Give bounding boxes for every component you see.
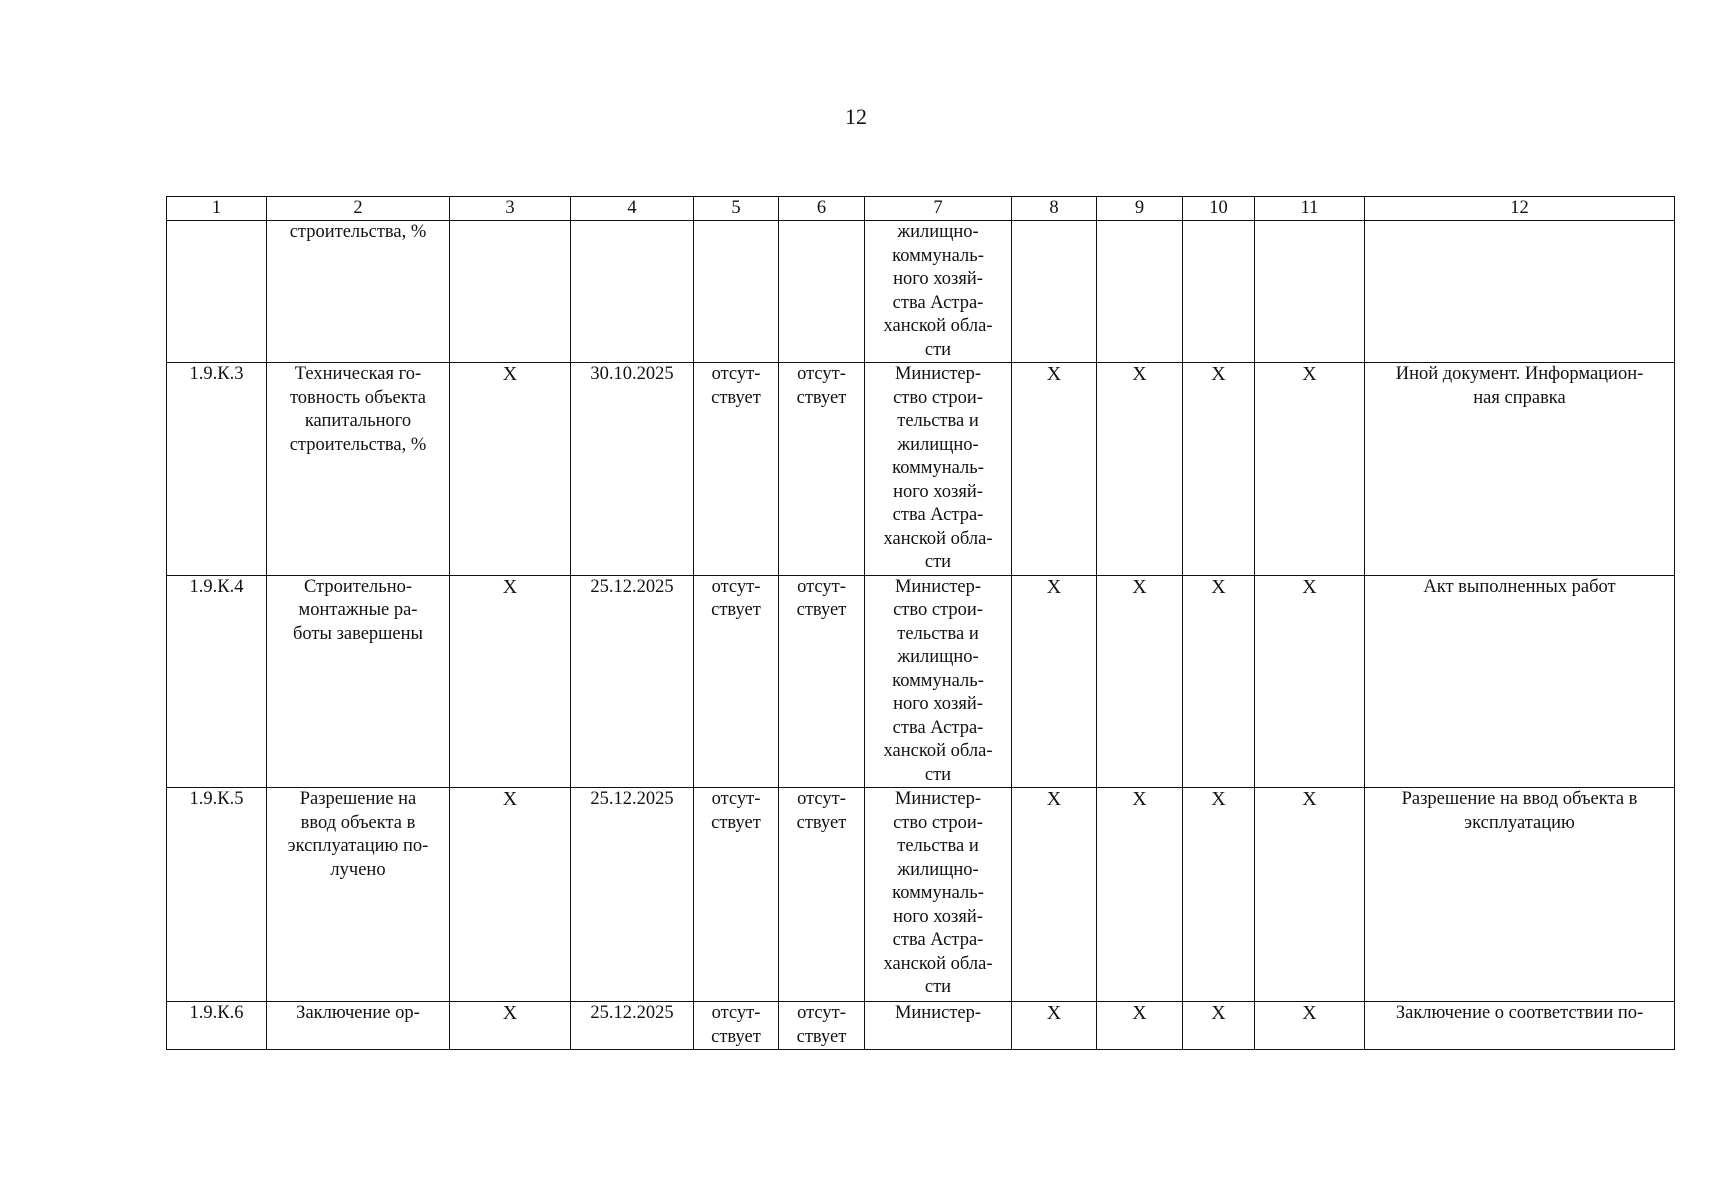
- table-cell: [1012, 363, 1097, 576]
- cell-text: ная справка: [1473, 387, 1566, 408]
- table-cell: [779, 788, 865, 1002]
- column-header: 12: [1365, 197, 1675, 221]
- column-header: 11: [1255, 197, 1365, 221]
- cell-text: ствует: [796, 812, 847, 833]
- cell-text: коммуналь-: [892, 245, 984, 266]
- cell-text: X: [1302, 1002, 1317, 1024]
- cell-text: X: [1046, 575, 1062, 598]
- table-cell: [1365, 1002, 1675, 1050]
- table-cell: [167, 363, 267, 576]
- cell-text: Министер-: [894, 576, 982, 597]
- table-cell: [167, 1002, 267, 1050]
- cell-text: ство строи-: [893, 387, 983, 408]
- cell-text: X: [1211, 1002, 1226, 1024]
- cell-text: ства Астра-: [892, 717, 984, 738]
- cell-text: X: [502, 363, 518, 385]
- cell-text: X: [1132, 1002, 1147, 1024]
- cell-text: ного хозяй-: [893, 906, 983, 927]
- cell-text: товность объекта: [289, 387, 427, 408]
- column-header: 7: [865, 197, 1012, 221]
- table-cell: [1097, 788, 1183, 1002]
- cell-text: ствует: [796, 387, 847, 408]
- cell-text: ствует: [711, 812, 761, 833]
- cell-text: жилищно-: [897, 647, 979, 667]
- cell-text: капитального: [304, 411, 412, 431]
- cell-text: 1.9.К.5: [189, 789, 244, 809]
- cell-text: Техническая го-: [294, 364, 422, 384]
- header-row: [167, 197, 1675, 221]
- table-cell: [694, 221, 779, 363]
- cell-text: X: [1211, 363, 1226, 385]
- cell-text: коммуналь-: [892, 883, 984, 903]
- table-cell: [779, 221, 865, 363]
- table-cell: [694, 1002, 779, 1050]
- table-cell: [267, 1002, 450, 1050]
- cell-text: ного хозяй-: [893, 269, 983, 289]
- table-body: [167, 221, 1675, 1050]
- table-row: [167, 1002, 1675, 1050]
- table-row: [167, 221, 1675, 363]
- cell-text: Строительно-: [303, 576, 413, 597]
- table-cell: [1012, 575, 1097, 788]
- cell-text: ввод объекта в: [300, 812, 416, 833]
- table-cell: [267, 788, 450, 1002]
- cell-text: X: [502, 788, 518, 810]
- table-cell: [450, 788, 571, 1002]
- cell-text: жилищно-: [897, 859, 979, 880]
- table-cell: [571, 363, 694, 576]
- cell-text: 25.12.2025: [590, 576, 674, 597]
- table-header: [167, 197, 1675, 221]
- table-cell: [1365, 363, 1675, 576]
- table-cell: [779, 1002, 865, 1050]
- cell-text: Министер-: [894, 1003, 982, 1023]
- cell-text: сти: [924, 977, 952, 997]
- cell-text: жилищно-: [897, 222, 979, 242]
- table-cell: [167, 788, 267, 1002]
- cell-text: отсут-: [797, 364, 846, 384]
- table-cell: [694, 788, 779, 1002]
- cell-text: ства Астра-: [892, 292, 984, 313]
- cell-text: Разрешение на: [299, 789, 417, 809]
- table-cell: [571, 221, 694, 363]
- cell-text: ного хозяй-: [893, 481, 983, 502]
- cell-text: ствует: [711, 1026, 761, 1047]
- table-cell: [571, 788, 694, 1002]
- column-header: 2: [267, 197, 450, 221]
- cell-text: коммуналь-: [892, 458, 984, 478]
- table-cell: [1097, 221, 1183, 363]
- cell-text: ханской обла-: [883, 528, 993, 549]
- cell-text: коммуналь-: [892, 670, 984, 691]
- cell-text: лучено: [330, 859, 386, 880]
- table-cell: [865, 788, 1012, 1002]
- table-cell: [1012, 1002, 1097, 1050]
- table-cell: [450, 221, 571, 363]
- table-cell: [865, 221, 1012, 363]
- column-header: 8: [1012, 197, 1097, 221]
- cell-text: отсут-: [711, 576, 761, 597]
- cell-text: X: [1132, 575, 1147, 598]
- cell-text: X: [1132, 363, 1147, 385]
- table-cell: [1097, 363, 1183, 576]
- table-cell: [450, 1002, 571, 1050]
- cell-text: Министер-: [894, 789, 982, 809]
- cell-text: 25.12.2025: [590, 1003, 674, 1023]
- cell-text: отсут-: [711, 1003, 761, 1023]
- table-cell: [1255, 363, 1365, 576]
- column-header: 4: [571, 197, 694, 221]
- cell-text: Заключение о соответствии по-: [1395, 1003, 1644, 1023]
- column-header: 10: [1183, 197, 1255, 221]
- cell-text: X: [502, 575, 518, 598]
- cell-text: ство строи-: [893, 600, 983, 620]
- cell-text: ханской обла-: [883, 953, 993, 974]
- table-cell: [1365, 788, 1675, 1002]
- cell-text: 1.9.К.4: [189, 576, 244, 597]
- cell-text: монтажные ра-: [298, 600, 418, 620]
- cell-text: ствует: [796, 1026, 847, 1047]
- column-header: 5: [694, 197, 779, 221]
- cell-text: отсут-: [711, 789, 761, 809]
- table-cell: [779, 363, 865, 576]
- table-cell: [1012, 221, 1097, 363]
- table-cell: [571, 1002, 694, 1050]
- table-cell: [1255, 788, 1365, 1002]
- column-header: 9: [1097, 197, 1183, 221]
- cell-text: Акт выполненных работ: [1423, 576, 1616, 597]
- cell-text: эксплуатацию по-: [287, 836, 429, 856]
- document-table: [166, 196, 1675, 1050]
- table-cell: [1183, 363, 1255, 576]
- cell-text: строительства, %: [289, 222, 427, 242]
- column-header: 6: [779, 197, 865, 221]
- table-cell: [779, 575, 865, 788]
- cell-text: ства Астра-: [892, 505, 984, 525]
- table-cell: [267, 363, 450, 576]
- table-cell: [694, 363, 779, 576]
- cell-text: жилищно-: [897, 434, 979, 455]
- table-cell: [167, 221, 267, 363]
- column-header: 3: [450, 197, 571, 221]
- table-cell: [1097, 575, 1183, 788]
- table-cell: [267, 575, 450, 788]
- table-cell: [1365, 221, 1675, 363]
- table-cell: [865, 1002, 1012, 1050]
- table-row: [167, 363, 1675, 576]
- cell-text: Разрешение на ввод объекта в: [1401, 789, 1638, 809]
- cell-text: ханской обла-: [883, 741, 993, 761]
- cell-text: тельства и: [897, 623, 979, 644]
- cell-text: X: [1046, 363, 1062, 385]
- cell-text: X: [1046, 788, 1062, 810]
- table-cell: [450, 363, 571, 576]
- cell-text: отсут-: [711, 364, 761, 384]
- cell-text: ство строи-: [893, 812, 983, 833]
- cell-text: тельства и: [897, 836, 979, 856]
- cell-text: сти: [924, 764, 952, 785]
- table-cell: [865, 363, 1012, 576]
- cell-text: эксплуатацию: [1464, 812, 1575, 833]
- cell-text: X: [1132, 788, 1147, 810]
- table-cell: [450, 575, 571, 788]
- cell-text: X: [1302, 788, 1317, 810]
- cell-text: боты завершены: [293, 623, 423, 644]
- cell-text: X: [502, 1002, 518, 1024]
- cell-text: X: [1302, 575, 1317, 598]
- table-cell: [694, 575, 779, 788]
- table-cell: [1183, 1002, 1255, 1050]
- table-row: [167, 575, 1675, 788]
- cell-text: отсут-: [797, 789, 846, 809]
- cell-text: X: [1211, 788, 1226, 810]
- table-cell: [1183, 575, 1255, 788]
- table-cell: [1097, 1002, 1183, 1050]
- cell-text: отсут-: [797, 576, 846, 597]
- cell-text: 30.10.2025: [590, 364, 674, 384]
- table-cell: [1365, 575, 1675, 788]
- cell-text: сти: [924, 552, 952, 572]
- cell-text: ствует: [796, 600, 847, 620]
- cell-text: ствует: [711, 387, 761, 408]
- cell-text: X: [1046, 1002, 1062, 1024]
- cell-text: 25.12.2025: [590, 789, 674, 809]
- cell-text: Министер-: [894, 364, 982, 384]
- page-number: 12: [845, 104, 867, 129]
- cell-text: сти: [924, 339, 952, 360]
- cell-text: Иной документ. Информацион-: [1395, 364, 1644, 384]
- column-header: 1: [167, 197, 267, 221]
- table-cell: [1012, 788, 1097, 1002]
- cell-text: Заключение ор-: [296, 1003, 420, 1023]
- table-cell: [1183, 788, 1255, 1002]
- cell-text: X: [1211, 575, 1226, 598]
- table-cell: [571, 575, 694, 788]
- cell-text: тельства и: [897, 411, 979, 431]
- cell-text: 1.9.К.3: [189, 364, 244, 384]
- cell-text: ствует: [711, 600, 761, 620]
- table-cell: [1255, 221, 1365, 363]
- cell-text: ханской обла-: [883, 316, 993, 336]
- cell-text: строительства, %: [289, 434, 427, 455]
- table-row: [167, 788, 1675, 1002]
- table-cell: [1183, 221, 1255, 363]
- cell-text: ства Астра-: [892, 930, 984, 950]
- cell-text: 1.9.К.6: [189, 1003, 244, 1023]
- cell-text: отсут-: [797, 1003, 846, 1023]
- cell-text: ного хозяй-: [893, 694, 983, 714]
- table-cell: [865, 575, 1012, 788]
- table-cell: [1255, 1002, 1365, 1050]
- table-cell: [1255, 575, 1365, 788]
- cell-text: X: [1302, 363, 1317, 385]
- table-cell: [267, 221, 450, 363]
- table-cell: [167, 575, 267, 788]
